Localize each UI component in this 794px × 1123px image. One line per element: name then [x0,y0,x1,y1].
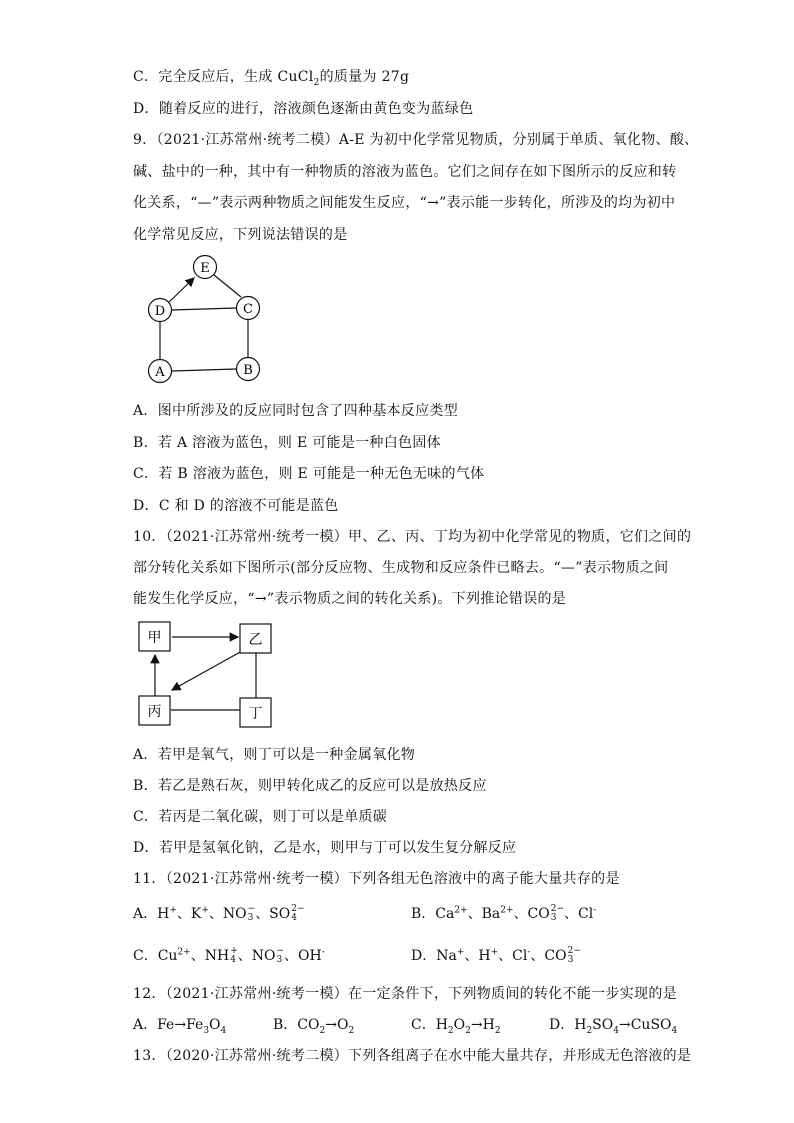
q10-option-c: C．若丙是二氧化碳，则丁可以是单质碳 [133,809,388,825]
svg-text:E: E [200,261,210,276]
svg-text:A: A [155,365,165,380]
q10-option-a: A．若甲是氧气，则丁可以是一种金属氧化物 [133,747,416,763]
q12-option-c: C．$H_2O_2\to H_2$ [411,1017,501,1036]
q9-stem-line-3: 化关系，“—”表示两种物质之间能发生反应，“→”表示能一步转化，所涉及的均为初中 [133,195,676,211]
q9-option-b: B．若 A 溶液为蓝色，则 E 可能是一种白色固体 [133,435,441,451]
box-bing [139,696,170,725]
q12-stem: 12．（2021·江苏常州·统考一模）在一定条件下，下列物质间的转化不能一步实现的是 [133,986,677,1002]
node-a [149,360,172,383]
q10-stem-line-1: 10．（2021·江苏常州·统考一模）甲、乙、丙、丁均为初中化学常见的物质，它们之间的 [133,529,692,545]
q9-option-d: D．C 和 D 的溶液不可能是蓝色 [133,498,339,514]
q13-stem: 13．（2020·江苏常州·统考二模）下列各组离子在水中能大量共存，并形成无色溶液的是 [133,1048,692,1064]
q9-option-c: C．若 B 溶液为蓝色，则 E 可能是一种无色无味的气体 [133,466,485,482]
edge-e-c [214,275,241,297]
q11-stem: 11．（2021·江苏常州·统考一模）下列各组无色溶液中的离子能大量共存的是 [133,871,620,887]
q9-option-a: A．图中所涉及的反应同时包含了四种基本反应类型 [133,403,459,419]
q9-stem-line-2: 碱、盐中的一种，其中有一种物质的溶液为蓝色。它们之间存在如下图所示的反应和转 [133,164,677,180]
q8-option-c: C．完全反应后，生成 CuCl$_2$的质量为 27g [133,69,410,88]
node-e [194,256,217,279]
box-yi [240,624,271,653]
q10-stem-line-3: 能发生化学反应，“→”表示物质之间的转化关系)。下列推论错误的是 [133,591,567,607]
svg-text:乙: 乙 [248,632,263,648]
q9-diagram [140,250,270,390]
q8-option-d: D．随着反应的进行，溶液颜色逐渐由黄色变为蓝绿色 [133,101,474,117]
svg-text:B: B [243,363,253,378]
svg-text:丙: 丙 [147,704,162,720]
box-ding [240,698,271,727]
q12-option-b: B．$CO_2\to O_2$ [273,1017,355,1036]
svg-text:D: D [154,304,166,319]
node-c [237,297,260,320]
q12-option-a: A．$Fe\to Fe_3O_4$ [133,1017,227,1036]
edge-a-b [172,369,236,371]
svg-text:甲: 甲 [147,630,162,646]
q11-option-d: D．Na+、H+、Cl-、CO 2− 3 [411,946,581,965]
node-d [149,299,172,322]
edge-yi-bing [172,651,242,690]
q10-option-d: D．若甲是氢氧化钠，乙是水，则甲与丁可以发生复分解反应 [133,840,517,856]
q9-stem-line-4: 化学常见反应，下列说法错误的是 [133,227,348,243]
q12-option-d: D．$H_2SO_4\to CuSO_4$ [549,1017,678,1036]
q10-stem-line-2: 部分转化关系如下图所示(部分反应物、生成物和反应条件已略去。“—”表示物质之间 [133,560,669,576]
edge-d-c [172,308,236,310]
edge-d-e [168,278,194,303]
q10-diagram [130,615,280,730]
node-b [237,358,260,381]
svg-text:丁: 丁 [248,706,263,722]
q9-stem-line-1: 9．（2021·江苏常州·统考二模）A-E 为初中化学常见物质，分别属于单质、氧化物、酸、 [133,132,699,148]
q11-option-a: A．H+、K+、NO − 3 、SO 2− 4 [133,904,305,923]
svg-text:C: C [243,302,253,317]
box-jia [139,622,170,651]
q10-option-b: B．若乙是熟石灰，则甲转化成乙的反应可以是放热反应 [133,778,487,794]
q11-option-c: C．$Cu^{2+}$、NH + 4 、NO − 3 、OH- [133,946,325,965]
q11-option-b: B．$Ca^{2+}$、$Ba^{2+}$、CO 2− 3 、Cl- [411,904,597,923]
